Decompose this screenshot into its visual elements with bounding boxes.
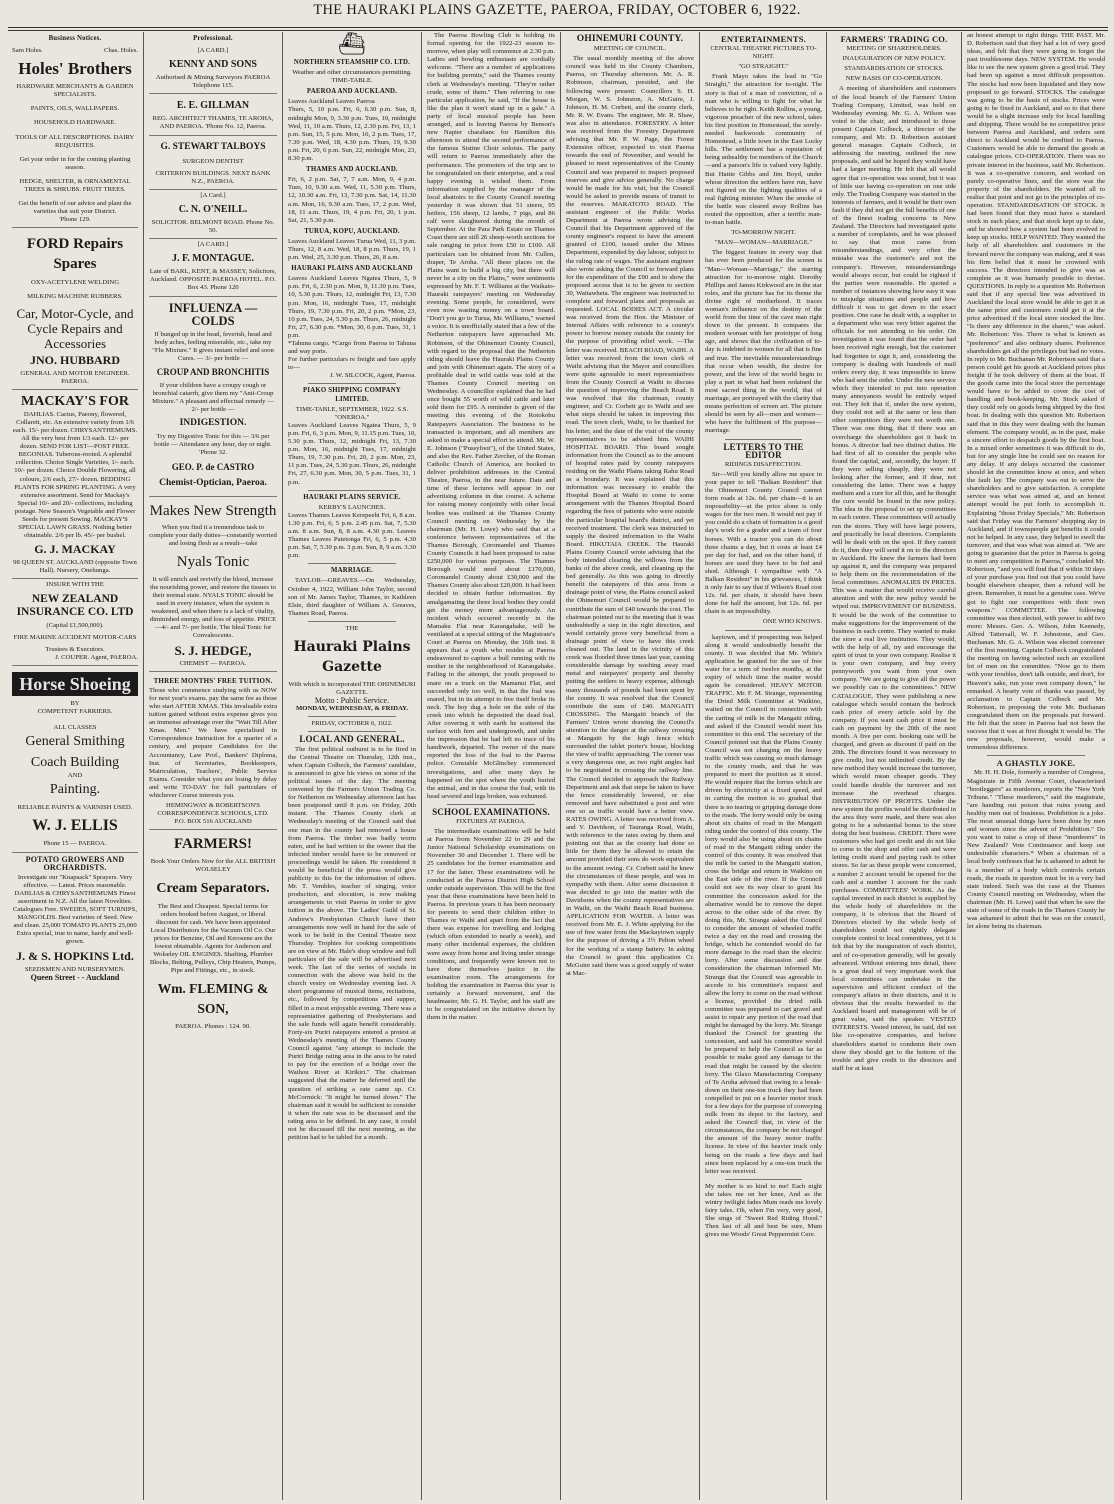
farriers: COMPETENT FARRIERS. bbox=[37, 708, 113, 716]
timetable: Leaves Auckland Leaves Turua Wed, 11, 3 p.m. Thurs, 12, 8 a.m. Wed, 18, 8 p.m. Thurs, 19, 1 p.m. Wed, 25, 3.30 p.m. Thurs, 26, 8 a.m. bbox=[288, 237, 416, 262]
column-rule bbox=[699, 32, 700, 1500]
letters-title: LETTERS TO THE EDITOR bbox=[723, 441, 804, 460]
potato-body: Investigate our "Knapsack" Sprayers. Very effective. — Latest. Prices reasonable. DAHLIAS & CHRYSANTHEMUMS Finest assortment in N.Z. All the latest Novelties. Catalogues Free. SWEDES, SOFT TURNIPS, MANGOLDS. Best varieties of Seed. New and clean. 25,000 TOMATO PLANTS 25,000 Extra special, true to name, hardy and well-grown. bbox=[12, 873, 138, 946]
ford-title: FORD Repairs Spares bbox=[26, 236, 124, 273]
ellis: W. J. ELLIS bbox=[32, 817, 118, 835]
horse-shoeing: Horse Shoeing bbox=[12, 672, 138, 696]
insure: INSURE WITH THE bbox=[46, 581, 104, 589]
fleming-ad bbox=[149, 834, 277, 1031]
service-title: HAURAKI PLAINS SERVICE. bbox=[303, 493, 401, 501]
column-shipping bbox=[288, 32, 416, 1500]
makes-title: Makes New Strength bbox=[149, 502, 277, 519]
signature: ONE WHO KNOWS. bbox=[762, 618, 822, 626]
kenny-ad bbox=[149, 45, 277, 94]
joke-title: A GHASTLY JOKE. bbox=[996, 758, 1076, 769]
farmers-body: Book Your Orders Now for the ALL BRITISH WOLSELEY bbox=[150, 858, 276, 874]
column-farmers-continued bbox=[967, 32, 1105, 1500]
further: For further particulars re freight and fare apply to— bbox=[288, 356, 416, 372]
local-title: LOCAL AND GENERAL. bbox=[299, 734, 405, 745]
gillman-sub: REG. ARCHITECT THAMES, TE AROHA, AND PAEROA. 'Phone No. 12, Paeroa. bbox=[152, 115, 274, 131]
kerby: KERBY'S LAUNCHES. bbox=[318, 503, 386, 511]
capital: (Capital £1,500,000). bbox=[46, 621, 104, 629]
ohinemuri-title: OHINEMURI COUNTY. bbox=[576, 34, 684, 44]
painting: Painting. bbox=[49, 782, 101, 798]
letter-body: Sir—Will you kindly allow me space in your paper to tell "Balkan Resident" that the Ohinemuri County Council cannot form roads at 12s. 6d. per chain—it is an impossibility—at the price alone is only wages for the two men. It would not pay if you could do a chain of formation is a good day's work for a grader and a team of four horses. With a tractor you can do about three chains a day, but it costs at least £4 per day for fuel, and on the other hand, if horses are used they have to be fed and shod. Although I sympathise with "A Balkan Resident" in his grievances, I think it only fair to say that if Wilson's Road cost 12s. 6d. per chain, it should have been done for half the amount, but 12s. 6d. per chain is an impossibility. bbox=[705, 470, 822, 616]
nyals-body: It will enrich and revivify the blood, increase the nourishing power, and restore the tissues to their normal state. NYALS TONIC should be used in every instance, when the system is weakened, and when there is a lack of vitality, diminished energy, and loss of appetite. PRICE—4/- and 7/- per bottle. The Ideal Tonic for Convalescents. bbox=[149, 575, 277, 640]
name: Sam Holes. bbox=[12, 47, 43, 55]
mackay-ad bbox=[12, 390, 138, 580]
castro-sub: Chemist-Optician, Paeroa. bbox=[159, 477, 267, 488]
inaug: INAUGURATION OF NEW POLICY. bbox=[842, 55, 946, 63]
heming: HEMINGWAY & ROBERTSON'S CORRESPONDENCE SCHOOLS, LTD. bbox=[157, 802, 269, 818]
timetable: Leaves Auckland Leaves Ngatea Thurs, 5, 9 p.m. Fri, 6, 2.30 p.m. Mon, 9, 11.30 p.m. Tues, 10, 5.30 p.m. Thurs, 12, midnight Fri, 13, 7.30 p.m. Mon, 16, midnight Tues, 17, midnight Thurs, 19, 7.30 p.m. Fri, 20, 2 p.m. *Mon, 23, 10 p.m. Tues, 24, 5.30 p.m. Thurs, 26, midnight Fri, 27, 6.30 p.m. *Mon, 30, 6 p.m. Tues, 31, 1 p.m. bbox=[288, 275, 416, 339]
column-local-news bbox=[427, 32, 555, 1500]
ship-company: NORTHERN STEAMSHIP CO. LTD. bbox=[293, 59, 411, 66]
entertainments-title: ENTERTAINMENTS. bbox=[721, 34, 806, 44]
montague: J. F. MONTAGUE. bbox=[172, 253, 254, 265]
column-rule bbox=[961, 32, 962, 1500]
croup-title: CROUP AND BRONCHITIS bbox=[156, 366, 270, 377]
heming-sub: P.O. BOX 516 AUCKLAND bbox=[174, 818, 252, 826]
masthead-rule-2 bbox=[8, 30, 1108, 31]
reliable: RELIABLE PAINTS & VARNISH USED. bbox=[17, 804, 133, 812]
three-body: Those who commence studying with us NOW for next year's exams. pay the same fee as those who start AFTER XMAS. This invaluable extra tuition gained without extra expense gives you an immense advantage over the "Wait Till After Xmas. Men." We have specialised in Correspondence Instruction for a quarter of a century, and prepare Candidates for the Accountancy, Law Prof., Bankers' Diploma, Inst. of Secretaries, Bookkeepers, Matriculation, Teachers', Public Service Exams. Consider what you are losing by delay and write TO-DAY for full particulars of whichever Course interests you. bbox=[149, 686, 277, 799]
days: MONDAY, WEDNESDAY, & FRIDAY. bbox=[295, 705, 409, 713]
column-ohinemuri bbox=[566, 32, 694, 1500]
column-entertainments bbox=[705, 32, 822, 1500]
potato: POTATO GROWERS AND ORCHARDISTS. bbox=[25, 854, 125, 872]
smithing: General Smithing bbox=[25, 734, 125, 750]
gillman: E. E. GILLMAN bbox=[176, 100, 250, 112]
farmers-body: A meeting of shareholders and customers of the local branch of the Farmers' Union Trading Company, Limited, was held on Wednesday evening. Mr. G. A. Wilson was voted to the chair, and introduced to those present Captain Colbeck, a director of the company, and Mr. D. Robertson assistant general manager. Captain Colbeck, in addressing the meeting, outlined the new proposals, and said he hoped they would have had a larger meeting. He felt that all would agree that co-operation was sound, but it was of little use having co-operation on one side only. The Trading Company was started in the interests of farmers, and it would be their own fault if they did not get the full benefits of one of the finest trading concerns in New Zealand. The Directors had investigated quite a number of complaints, and he was pleased to say that most came from misunderstandings, and very often the mistake was the customer's and not the company's. However, misunderstandings would always occur, but could be righted if the parties were reasonable. He quoted a number of instances showing how easy it was to misjudge situations and people and how difficult it was to get down to the exact position. One case he dealt with, a supplier to a department who was very bitter against the officials for not attending to his order. On investigation it was found that the order had been received right enough, but the customer had forgotten to sign it, and, considering the company is dealing with hundreds of mail orders every day, it was impossible to know who had sent the order. Under the new service which they intended to put into operation many annoyances would be entirely wiped out. They felt that if, under the new system, they could not sell at the same or less than other competitors they were not worth one. There was one thing, that if there was an overcharge the shareholders got it back in bonus. A director had two distinct duties. He had first of all to consider the people who found the capital, and, secondly, the buyer. If they were selling cheaply, they were not looking after the former, and if dear, not considering the latter. There was a happy medium and a cure for all this, and he thought the cure would be found in the new policy. The idea in the proposal to set up committees in each centre. These committees will actually run the stores. They will have large powers, and practically be local directors. Complaints will be dealt with on the spot. If they cannot do it, then they will send it on to the directors in Auckland. He knew the farmers had been up against it, and the company was prepared to help them on the recommendation of the local committees. ANOMALIES IN PRICES. This was a matter that would receive careful attention and with the new policy would be wiped out. IMPROVEMENT OF BUSINESS. It would be the work of the committee to make suggestions for the improvement of the business in each centre. They wanted to make the store a real live institution. They would, with the help of all, try and encourage the spirit of trust in your own company. Realise it is your own company, and buy every pennyworth you want from your own company. "We are going to give all the power we possibly can to the committees." NEW CATALOGUE. They were publishing a new catalogue which would contain the bedrock cash price of every article sold by the company. If you want cash price it must be cash on payment by the 20th of the next month. A five per cent. booking rate will be charged, and given as discount if paid on the 20th. The directors found it was necessary to give credit, but not unlimited credit. By the new method they would increase the turnover, which would mean cheaper goods. They could handle double the turnover and not increase the overhead charges. DISTRIBUTION OF PROFITS. Under the new system the profits would be distributed in the area they were made, and there was also going to be a substantial bonus to the store doing the best business. CREDIT. There were customers who had got credit and do not like to come to the shop and offer cash and were letting credit stand and paying cash to other stores. So far as these people were concerned, a number 2 account would be opened for the cash and a number 1 account for the cash purchases. COMMITTEES' WORK. As the capital invested in each district is supplied by the whole body of shareholders in the company, it is obvious that the Board of Directors elected by the whole body of shareholders could not rightly delegate complete control to local committees, yet it is felt that by the inauguration of each district, and of co-operation generally, will be greatly advanced. Without entering into detail, there is a great deal of very important work that local committees can undertake in the supervision and efficient conduct of the company's affairs in their districts, and it is obvious that the results forwarded to the Auckland board and management will be of great value, said the speaker. VESTED INTERESTS. Vested interest, he said, did not like co-operative companies, and before shareholders started to condemn their own show they should get to the bottom of the trouble and give credit to the directors and staff for at least bbox=[832, 85, 956, 1072]
timetable: Fri, 6, 2 p.m. Sat, 7, 7 a.m. Mon, 9, 4 p.m. Tues, 10, 9.30 a.m. Wed, 11, 5.30 p.m. Thurs, 12, 10.30 a.m. Fri, 13, 7.30 p.m. Sat, 14, 11.30 a.m. Mon, 16, 9.30 a.m. Tues, 17, 2 p.m. Wed, 18, 11 a.m. Thurs, 19, 4 p.m. Fri, 20, 1 p.m. Sat, 21, 5.30 p.m. bbox=[288, 176, 416, 224]
croup-body: If your children have a croupy cough or bronchial catarrh, give them my "Anti-Croup Mixture." A pleasant and effectual remedy — 2/- per bottle — bbox=[152, 381, 274, 414]
farmers-continued-body: an honest attempt to right things. THE PAST. Mr. D. Robertson said that they had a lot of very good ideas, and felt that they were going to forget the past troublesome days. NEW SYSTEM. He would like to see the new system given a good trial. They had been up against a most difficult proposition. The stocks had now been liquidated and they now proposed to go forward. STOCKS. The catalogue was going to be the basis of stocks. Prices were going to be fixed in Auckland, and so to that there would be a slight increase only for local handling and shipping. There would be no competitive price between Paeroa and Auckland, and orders sent direct to Auckland would be credited to Paeroa. Customers would be able to demand the goods at catalogue prices. CO-OPERATION. There was no private interest in the business, said Mr. Robertson. It was a co-operative concern, and worked on purely co-operative lines, and the store was the property of the shareholders. He wanted all to realise that point and not go to the principles of co-operation. STANDARDISATION OF STOCK. It had been found that they must have a standard stock in each place, and that stock kept up to date, and he showed how a system had been evolved to keep up stocks. HELP WANTED. They wanted the help of all shareholders and customers in the forward move the company was making, and it was his firm belief that it must be crowned with success. The directors intended to give was as complete as it was humanly possible to devise. QUESTIONS. In reply to a question Mr. Robertson said that if any special line was advertised in Auckland the local store would be able to get it at the same price and customers could get it at the price advertised if the local store stocked the line. "Is there any difference in the shares," was asked. Mr. Robertson: Yes. There is what is known as "preference" and also ordinary shares. Preference shareholders get all the privileges but had no votes. In reply to Mr. Buchanan Mr. Robertson said that a person could get his goods at Auckland prices plus freight if he took delivery of them at the boat. If the goods came into the local store the percentage would have to be added to cover the cost of handling and book-keeping. Mr. Stock asked if they could rely on goods being shipped by the first boat. In dealing with this question Mr. Robertson said that in this they were dealing with the human element. The company would, as in the past, make a sincere effort to despatch goods by the first boat. In a mixed order sometimes it was difficult to do, but for any single line he could see no reason for any delay. If any delays occurred the customer should let the committee know at once, and when the fault lay. The company was out to serve the shareholders and to give satisfaction. A complete service was what was aimed at, and an honest attempt would be put forth to accomplish it. Explaining "those Friday Specials," Mr. Robertson said that Friday was the Farmers' shopping day in Auckland, and if townspeople got benefits it could not be helped. In any case, they helped to swell the turnover, and that was what was aimed at. "We are going to guarantee that the price in Paeroa is going to meet any competition in Paeroa," concluded Mr. Robertson, "and you will find that if within 30 days of your purchase you find out that you could have bought elsewhere cheaper, then a refund will be given. Remember, it must be a genuine case. We've got to fight our competitors with their own weapons." COMMITTEE. The following committee was then elected, with power to add two more: Messrs. Geo. A. Wilson, John Kennedy, Alfred Tattersall, W. F. Johnstone, and Geo. Buchanan. Mr. G. A. Wilson was elected convener of the first meeting. Captain Colbeck congratulated the meeting on having selected such an excellent lot of men on the committee. "Now go to them with your troubles, don't talk outside, and don't, for Heaven's sake, run your own company down," he remarked. A hearty vote of thanks was passed, by acclamation to Captain Colbeck and Mr. Robertson, in proposing the vote Mr. Buchanan congratulated them on the proposals put forward. He felt that the store in Paeroa had not been the success that it was at first thought it would be. The new proposals, however, would make a tremendous difference. bbox=[967, 32, 1105, 752]
masthead-rule bbox=[8, 27, 1108, 28]
ad-line: Get your order in for the coming planting season. bbox=[19, 155, 131, 171]
hopkins-ad bbox=[12, 856, 138, 982]
silcock: J. W. SILCOCK, Agent, Paeroa. bbox=[329, 372, 416, 380]
card: [A CARD.] bbox=[197, 47, 229, 55]
montague-sub: Late of BARL, KENT, & MASSEY, Solicitors, Auckland. OPPOSITE PAEROA HOTEL. P.O. Box 43. Phone 120 bbox=[149, 268, 277, 292]
route-title: PAEROA AND AUCKLAND. bbox=[306, 88, 398, 96]
flu-title: INFLUENZA — COLDS bbox=[168, 300, 258, 328]
ship-intro: Weather and other circumstances permitting. TIME-TABLE. bbox=[292, 69, 412, 85]
nz-insurance: NEW ZEALAND INSURANCE CO. LTD bbox=[16, 592, 134, 618]
montague-ad bbox=[149, 239, 277, 296]
castro: GEO. P. de CASTRO bbox=[171, 461, 255, 472]
ohinemuri-continued: kaytown, and if prospecting was helped along it would undoubtedly benefit the county. It was decided that Mr. White's application be granted for the use of free water for a term of twelve months, at the expiry of which time the matter would again be considered. HEAVY MOTOR TRAFFIC. Mr. F. M. Strange, representing the Dried Milk Committee at Waikino, waited on the Council in connection with the carting of milk in the Mangaiti riding, and asked if the Council would meet his committee to this end. The secretary of the Council pointed out that the Plains County Council was not charging on the heavy traffic which was causing so much damage to the county roads, and that he was prepared to meet the position as it stood. He would require that the lorries which are driven by electricity at a fixed speed, and in carting the motion is so gradual that there is no tearing or gripping damage done to the roads. The lorry would only be using about six chains of road in the Mangaiti riding under the control of this county. The lorry would also be using about six chains of road in the Mangaiti riding under the control of this county. It was resolved that the milk be carted in the Mangaiti station, cross the bridge and return in Waikino on the East side of the river. If the Council could not see its way clear to grant his committee the concession asked for the alternative would be to remove the depot across to the other side of the river. By doing this, Mr. Strange asked the Council to consider the amount of wheeled traffic twice a day on the road and crossing the bridge, which he contended would do far more damage to the road than the electric lorry. After some discussion and due consideration the chairman informed Mr. Strange that the Council was agreeable to accede to his committee's request and allow the lorry to come on the road without a license, provided the dried milk committee was prepared to cart gravel and assist to repair any portion of the road that might be damaged by the lorry. Mr. Strange thanked the Council for granting the concession, and said his committee would be prepared to help the Council as far as possible to make good any damage to the road that might be caused by the electric lorry. The Glaxo Manufacturing Company of Te Aroha advised that owing to a break-down on their one-ton truck they had been compelled to put on a heavier motor truck for a few days for the purpose of conveying milk from its depot to the factory, and asked the Council that, in view of the circumstances, the company be not charged the amount of the heavy motor traffic license. In view of the heavier truck only being on the roads a few days and had since been replaced by a one-ton truck the letter was received. bbox=[705, 633, 822, 1175]
farmers-title: FARMERS! bbox=[173, 836, 253, 853]
ad-line: MILKING MACHINE RUBBERS. bbox=[27, 292, 123, 300]
coach: Coach Building bbox=[30, 755, 120, 771]
brand: Holes' Brothers bbox=[18, 59, 132, 79]
ford-ad bbox=[12, 228, 138, 389]
and: AND bbox=[67, 772, 83, 780]
queen: Queen Street - - Auckland bbox=[30, 972, 120, 982]
holes-brothers-ad bbox=[12, 45, 138, 228]
date: FRIDAY, OCTOBER 6, 1922. bbox=[311, 720, 393, 728]
section-title: Professional. bbox=[193, 35, 233, 42]
talboys-sub: SURGEON DENTIST bbox=[182, 157, 244, 165]
leaves: Leaves Auckland Leaves Paeroa bbox=[288, 98, 375, 106]
section-title: Business Notices. bbox=[48, 35, 102, 42]
ad-line: PAINTS, OILS, WALLPAPERS. bbox=[30, 105, 120, 113]
timetable: Leaves Thames Leaves Kerepeehi Fri, 6, 8 a.m. 1.30 p.m. Fri, 6, 5 p.m. 2.45 p.m. Sat, 7, 5.30 a.m. 8 a.m. Sun, 8, 8 a.m. 4.30 p.m. Leaves Thames Leaves Patetonga Fri, 6, 5 p.m. 4.30 p.m. Sat, 7, 5.30 p.m. 3 p.m. Sun, 8, 9 a.m. 3.30 p.m. bbox=[288, 511, 416, 560]
column-business-notices bbox=[12, 32, 138, 1500]
card: [A CARD.] bbox=[197, 241, 229, 249]
shareholders-sub: MEETING OF SHAREHOLDERS. bbox=[846, 45, 942, 53]
oneill-ad bbox=[149, 190, 277, 239]
mackay-body: DAHLIAS. Cactus, Paeony, flowered, Collarett, etc. An extensive variety from 1/6 each. 15/- per dozen. CHRYSANTHEMUMS. All the very best from 1/3 each. 12/- per dozen. SEND FOR LIST—POST FREE. BEGONIAS. Tuberous-rooted. A splendid collection. Choice Single Varieties, 1/- each. 10/- per dozen. Choice Double Flowering, all colours, 2/6 each, 27/- dozen. BEDDING PLANTS FOR SPRING PLANTING. A very extensive assortment. Send for Mackay's Special 10/- and 20/- collections, including postage. New Season's Vegetable and Flower Seeds for present Sowing. MACKAY'S SPECIAL LAWN GRASS. Nothing better obtainable. 2/6 per lb. 45/- per bushel. bbox=[12, 410, 138, 540]
the: THE bbox=[345, 624, 359, 632]
school-title: SCHOOL EXAMINATIONS. bbox=[432, 806, 550, 817]
cooper: J. COUPER. Agent, PAEROA. bbox=[55, 653, 138, 661]
ohinemuri-body: The usual monthly meeting of the above council was held in the County Chambers, Paeroa, on Thursday afternoon. Mr. A. R. Robinson, chairman, presided, and the following were present: Councillors S. H. Morgan, W. S. Johnston, A. McGuire, J. Johnson, H. M. Corbett, and the county clerk, Mr. R. W. Evans. The engineer, Mr. R. Shaw, was also in attendance. FORESTRY. A letter was received from the Forestry Department advising that Mr. P. W. Page, the Forest Extension officer, expected to visit Paeroa towards the end of November, and would be pleased to meet representatives of the County Council and was prepared to inspect proposed reserves and give advice generally. No charge would be made for his visit, but the Council would be asked to provide means of transit to the reserves. MARATOTO ROAD. The assistant engineer of the Public Works Department at Paeroa wrote advising the Council that his Department approved of the county engineer's request to have the amount granted of £100, issued under the Mines Department, expended by day labour, subject to the ruling rate of wages. The assistant engineer also wrote asking the Council to forward plans for the expenditure of the £90 and to show the proposed access that is to be given to section 30, Waitawheta. The engineer was instructed to complete and forward plans and proposals as requested. LOCAL BODIES ACT. A circular was received from the Hon. the Minister of Internal Affairs with reference to a county's power to borrow money outside the county for the purpose of providing relief work. —The letter was received. BEACH ROAD, WAIHI. A letter was received from the town clerk of Waihi advising that the Mayor and councillors were quite agreeable to meet representatives from the County Council at Waihi to discuss the question of improving the Beach Road. It was resolved that the chairman, county engineer, and Cr. Corbett go to Waihi and see what steps should be taken in improving this road. The town clerk, Waihi, to be thanked for his letter, and the date of the visit of the county representatives to be advised him. WAIHI HOSPITAL BOARD. This board sought information from the Council as to the amount of hospital rates paid by county ratepayers residing on the Waihi Plains taking Rahu Road as a boundary. It was explained that this information was necessary to enable the Hospital Board at Waihi to come to some arrangement with the Thames Hospital Board regarding the fees of patients who were outside the particular hospital board's district, and yet received treatment. The clerk was instructed to supply the desired information to the Waihi Board. HIKUTAIA CREEK. The Hauraki Plains County Council wrote advising that the body intended clearing the willows from the banks of the above creek, and cleaning up the bed generally. As this was going to directly benefit the ratepayers of this area from a drainage point of view, the Plains council asked the Ohinemuri Council would be prepared to contribute the sum of £40 towards the cost. The chairman pointed out to the meeting that it was undoubtedly a step in the right direction, and would certainly prove very beneficial from a drainage point of view to have this creek cleaned out. The land in the vicinity of this creek was flooded three times last year, causing considerable damage by washing away road metal and ratepayers' property and thereby putting the settlers to heavy expense, although many thousands of pounds had been spent by the county. It was resolved that the Council contribute the sum of £40. MANGAITI CROSSING. The Mangaiti branch of the Farmers' Union wrote drawing the Council's attention to the danger at the railway crossing at Mangaiti by the high fence which surrounded the tablet porter's house, blocking the view of traffic approaching. The corner was a very dangerous one, as two right angles had to be negotiated in crossing the railway line. The Council decided to approach the Railway Department and ask that steps be taken to have the fence considerably lowered, or else removed and have substituted a post and wire one so as traffic would have a better view. RATES OWING. A letter was received from A. and V. Davidson, of Tauranga Road, Waihi, with reference to the rates owing by them and pointing out that as the county had done so little for them they be allowed to retain the amount provided their sons do work equivalent to the amount owing. Cr. Corbett said he knew the circumstances of these people, and was in sympathy with them. After some discussion it was decided to go into the matter with the Davidsons when the county representatives are in Waihi, on the Waihi Beach Road business. APPLICATION FOR WATER. A letter was received from Mr. E. J. White applying for the use of free water from the Mackaytown supply for the purpose of driving a 3½ Pelton wheel for the working of a stamp battery. In asking the Council to grant this application Cr. McGuire said there was a good supply of water at Mac- bbox=[566, 55, 694, 977]
route-title: HAURAKI PLAINS AND AUCKLAND bbox=[291, 265, 413, 273]
go-straight: "GO STRAIGHT." bbox=[738, 63, 789, 71]
car-title: Car, Motor-Cycle, and Cycle Repairs and Accessories bbox=[16, 305, 134, 351]
cream-title: Cream Separators. bbox=[156, 880, 270, 896]
criterion: CRITERION BUILDINGS. NEXT BANK N.Z., PAEROA. bbox=[155, 169, 271, 185]
local-body: The first political outburst is to be fired in the Central Theatre on Thursday, 12th inst., when Captain Colbeck, the Farmers' candidate, is announced to give his views on some of the political issues of the day. The meeting convened by the Farmers Union Trading Co. for Netherton on Wednesday afternoon last has been postponed until 8 p.m. on Friday, 20th instant. The Thames County clerk at Wednesday's meeting of the Council said that one man in the county had removed a house from Paeroa. The timber was badly worm eaten, and he had written to the owner that the infected timber would have to be removed or proceedings would be taken. He considered it would be beneficial if the press would give publicity to this for the information of others. Mr. T. Vembles, teacher of singing, voice production, and elocution, is now making arrangements to visit Paeroa in order to give tuition in the above. The Ladies' Guild of St. Andrew's Presbyterian Church have their arrangements now well in hand for the sale of work to be held in the Central Theatre next Thursday. Trophies for cooking competitions are on view at Mr. Hale's shop window and full particulars of the sale will be advertised next week. The last of the series of socials in connection with the above was held in the church vestry on Wednesday evening last. A short programme of musical items, recitations, etc., followed by competitions and supper, filled in a most enjoyable evening. There was a representative gathering of Presbyterians and the sale funds will again benefit considerably. Forty-six Puriri ratepayers entered a protest at Wednesday's meeting of the Thames County Council against "any attempt to include the Puriri Bridge rating area in the area to be rated to pay for the erection of a bridge over the Waihou River at Kirikiri." The chairman suggested that the matter be deferred until the question of striking a rate came up. Cr. McCormick: "It might be turned down." The chairman said it would be sufficient to consider it when the rate was to be discussed and the rating area to be defined. In any case, it could not be discussed till the next meeting, as the petition had to be tabled for a month. bbox=[288, 745, 416, 1142]
joke-body: Mr. H. H. Dole, formerly a member of Congress, Magistrate in Fifth Avenue Court, characterised "bootleggers" as murderers, reports the "New York Tribune." "These murderers," said the magistrate, "are handing out poison that ruins young and healthy men out of business. Prohibition is a joke. The most unusual things have been done by men and women since the advent of Prohibition." Do you want to raise a crop of these "murderers" in New Zealand? Vote Continuance and keep out undesirable characters.* When a chairman of a local body confesses that he is ashamed to admit he is a member of a body which controls certain roads, the roads in question must be in a very bad state indeed. Such was the case at the Thames County Council meeting on Wednesday, when the chairman (Mr. H. Lowe) said that when he saw the state of some of the roads in the Thames County he was ashamed to admit that he was on the council, let alone being its chairman. bbox=[967, 769, 1105, 931]
piako-tt: TIME-TABLE, SEPTEMBER, 1922. S.S. "ONEROA." bbox=[295, 405, 409, 421]
hubbard: JNO. HUBBARD bbox=[29, 352, 120, 367]
ad-line: TOOLS OF ALL DESCRIPTIONS. DAIRY REQUISITES. bbox=[15, 133, 135, 149]
ent-body: Frank Mayo takes the lead in "Go Straight," the attraction for to-night. The story is that of a man of conviction, of a man who is willing to fight for what he believes to be right. Keith Rollins, a young, vigorous preacher of the new school, takes his first position in Homestead, the sorely-needed backwoods community of Homestead, a little town in the East Lucky hills. The settlement has a reputation of being unhealthy for members of the Church—and a parson's life is valued very lightly. But Hattie Gibbs and Jim Boyd, under whose direction the settlers have run, have not figured on the fighting qualities of a real fighting minister. When the smoke of the battle was cleared away Rollins has routed the opposition, after a terrific man-to-man battle. bbox=[705, 73, 822, 227]
hedge: S. J. HEDGE, bbox=[174, 642, 252, 658]
column-rule bbox=[143, 32, 144, 1500]
column-rule bbox=[560, 32, 561, 1500]
hopkins: J. & S. HOPKINS Ltd. bbox=[16, 948, 134, 963]
gillman-ad bbox=[149, 94, 277, 135]
fixtures: FIXTURES AT PAEROA. bbox=[456, 818, 526, 825]
gj-sub: 98 QUEEN ST. AUCKLAND (opposite Town Hall). Nursery, Onehunga. bbox=[13, 559, 137, 575]
fleming: Wm. FLEMING & SON, bbox=[157, 981, 269, 1017]
indig-body: Try my Digestive Tonic for this — 3/6 per bottle — Attendance any hour, day or night. 'Phone 32. bbox=[154, 433, 272, 457]
gazette-nameplate: Hauraki Plains Gazette bbox=[293, 639, 411, 675]
column-rule bbox=[826, 32, 827, 1500]
horse-shoeing-ad bbox=[12, 666, 138, 853]
nyals-title: Nyals Tonic bbox=[176, 553, 250, 570]
talboys-ad bbox=[149, 136, 277, 190]
column-rule bbox=[421, 32, 422, 1500]
trustees: Trustees & Executors. bbox=[45, 645, 105, 653]
ad-line: OXY-ACETYLENE WELDING bbox=[30, 279, 120, 287]
by: BY bbox=[70, 699, 80, 707]
masthead: THE HAURAKI PLAINS GAZETTE, PAEROA, FRIDAY, OCTOBER 6, 1922. bbox=[313, 2, 801, 18]
mackay-title: MACKAY'S FOR bbox=[21, 393, 129, 409]
marriage-title: MARRIAGE. bbox=[330, 567, 373, 575]
oneill: C. N. O'NEILL. bbox=[178, 203, 248, 215]
column-rule bbox=[282, 32, 283, 1500]
hemingway-ad bbox=[149, 672, 277, 831]
motto: Motto : Public Service. bbox=[314, 696, 390, 706]
hopkins-sub: SEEDSMEN AND NURSERYMEN. bbox=[24, 965, 126, 973]
ad-line: HEDGE, SHELTER, & ORNAMENTAL TREES & SHRUBS. FRUIT TREES. bbox=[19, 177, 131, 194]
ad-line: HARDWARE MERCHANTS & GARDEN SPECIALISTS. bbox=[16, 83, 134, 99]
gj-mackay: G. J. MACKAY bbox=[34, 542, 116, 557]
timetable-note: *Tahuna cargo. *Cargo from Paeroa to Tahuna and way ports. bbox=[288, 340, 416, 356]
ohinemuri-sub: MEETING OF COUNCIL. bbox=[593, 45, 667, 53]
hedge-sub: CHEMIST — PAEROA. bbox=[179, 659, 247, 667]
route-title: THAMES AND AUCKLAND. bbox=[306, 166, 398, 174]
ad-line: Get the benefit of our advice and plant the varieties that suit your District. bbox=[18, 200, 132, 216]
castro-ad bbox=[149, 297, 277, 497]
makes-body: When you find it a tremendous task to complete your daily duties—constantly worried and losing flesh as a result—take bbox=[149, 523, 277, 547]
steamship-icon: ⛴ bbox=[338, 32, 366, 56]
ad-line: 'Phone 129. bbox=[59, 216, 91, 224]
column-professional bbox=[149, 32, 277, 1500]
kenny: KENNY AND SONS bbox=[169, 59, 257, 71]
indig-title: INDIGESTION. bbox=[179, 418, 247, 429]
man-woman: "MAN—WOMAN—MARRIAGE." bbox=[714, 239, 813, 247]
fire: FIRE MARINE ACCIDENT MOTOR-CARS bbox=[13, 633, 137, 641]
ellis-phone: Phone 15 — PAEROA. bbox=[43, 840, 107, 848]
news-body: The Paeroa Bowling Club is holding its formal opening for the 1922-23 season to-morrow, when play will commence at 2.30 p.m. Ladies and bowling enthusiasts are cordially welcome. "There are a number of applications for building permits," said the Thames county clerk at Wednesday's meeting. "They're rather crude, some of them." Then referring to one particular application, he said, "If the house is like the plan it won't stand up in a gale." A party of local musical people has been arranged, and is leaving Paeroa by Benson's new Napier charabanc for Hamilton this afternoon to attend the second performance of the famous Sistine Choir soloists. The party will return to Paeroa immediately after the performance. The promoters of the trip are to be congratulated on their enterprise, and a real happy evening is wished them. From information supplied by the manager of the local abattoirs to the County Council meeting yesterday it was shown that 51 steers, 95 heifers, 156 sheep, 12 lambs, 7 pigs, and 86 calf were slaughtered during the month of September. At the Para Park Estate on Thames Coast there are still 26 sheep-worth sections for sale ranging in price from £50 to £100. All particulars can be obtained from Mr. Cullen, draper, Te Aroha. "All these places on the Plains want to build a big city, but there will never be a city on the Plains," were sentiments expressed by Mr. F. T. Williams at the Waikato-Hauraki ratepayers' meeting on Wednesday evening. Some people, he considered, were even now wasting money on a town board. "Don't you go to Turua, Mr. Williams," warned a voice. It is unofficially stated that a few of the Netherton ratepayers have approached Mr. Robinson, of the Ohinemuri County Council, with regard to the proposal that the Netherton riding should leave the Hauraki Plains County and join with Ohinemuri again. The story of a profitable deal in wild cattle was told at the Thames County Council meeting on Wednesday. A councillor explained that he had once bought 55 worth of wild cattle and later sold them for £95. A reminder is given of the meeting this evening of the Rotokohu Ratepayers Association. The business to be transacted is important, and all members are asked to make a special effort to attend. Mr. W. E. Johnson ("Pussyfoot"), of the United States, and also the Rev. Father Zercher, of the Roman Catholic Church of America, are booked to deliver prohibition addresses in the Central Theatre, Paeroa, in the near future. Date and time of these lectures will appear in our advertising columns in due course. A scheme for raising money conjointly with other local bodies was outlined at the Thames County Council meeting on Wednesday by the chairman (Mr. H. Lowe) who said that at a conference between representatives of the Thames Borough, Coromandel and Thames County Councils it had been proposed to raise £250,000 for various purposes. The Thames Borough would need about £170,000, Coromandel County about £30,000 and the Thames County also about £20,000. It had been decided to obtain further information. By amalgamating the three local bodies they could get the money more advantageously. An incident which occurred recently in the Mamaku Flat near Karangahake, will be ventilated at a special sitting of the Magistrate's Court at Paeroa on Monday, the 16th inst. It appears that a youth who resides at Paeroa endeavoured to capture a bull running with its mother in the neighbourhood of Karangahake. Failing in the attempt, the youth proposed to snare on a truck on the Mamanui Flat, and succeeded only too well, in that the foal was snared, but in its attempt to free itself broke its neck. The boy dug a hole on the side of the creek into which he deposited the dead foal. After covering it with earth he scattered the surface with fern and undergrowth, and under the impression that he had left no trace of his handiwork, departed. The owner of the mare reported the loss of the foal to the Paeroa police. Constable McGlinchey commenced investigations, and after many days he happened on the spot where the youth buried the animal, and in due course the foal, with its head severed and legs broken, was exhumed. bbox=[427, 32, 555, 800]
oneill-sub: SOLICITOR. BELMONT ROAD. Phone No. 50. bbox=[151, 218, 275, 235]
ad-line: HOUSEHOLD HARDWARE. bbox=[33, 119, 117, 127]
timetable: Leaves Auckland Leaves Ngatea Thurs, 5, 9 p.m. Fri, 6, 3 p.m. Mon, 9, 11.15 p.m. Tues, 10, 5.30 p.m. Thurs, 12, midnight Fri, 13, 7.30 p.m. Mon, 16, midnight Tues, 17, midnight Thurs, 19, 7.30 p.m. Fri, 20, 2 p.m. Mon, 23, 11 p.m. Tues, 24, 5.30 p.m. Thurs, 26, midnight Fri, 27, 6.30 p.m. Mon, 30, 5 p.m. Tues, 31, 1 p.m. bbox=[288, 421, 416, 486]
talboys: G. STEWART TALBOYS bbox=[160, 141, 266, 152]
card: [A Card.] bbox=[200, 191, 226, 199]
school-body: The intermediate examinations will be held at Paeroa from November 22 to 29 and the Junior National Scholarship examinations on November 30 and December 1. There will be 25 candidates for the former examination and 17 for the latter. These examinations will be conducted at the Paeroa District High School under outside supervision. This will be the first year that these examinations have been held in Paeroa. In previous years it has been necessary for parents to send their children either to Thames or Waihi and apart from the fact that there was expense for travelling and lodging (which often extended to nearly a week), and many other incidental expenses, the children were away from home and living under strange conditions, and frequently were known not to have done themselves justice in the examination room. The arrangements for holding the examination in Paeroa this year is certainly a forward movement, and the headmaster, Mr. G. H. Taylor, and his staff are to be congratulated on the initiative shown by them in the matter. bbox=[427, 828, 555, 1022]
ent-body: The biggest feature in every way that has ever been produced for the screen is "Man—Woman—Marriage," the starring attraction for to-morrow night. Dorothy Phillips and James Kirkwood are in the star roles, and the picture has for its theme the divine right of motherhood. It traces woman's influence on the destiny of the world from the time of the cave man right down to the present. It compares the modern woman with her prototype of long ago, and shows that the civilization of to-day is indebted to women for all that is fine and true. The inevitable misunderstandings that occur when wealth, the desire for power, and the love of the world begin to play a part in what had been ordained the most sacred thing in the world, that of marriage, are portrayed with the clarity that means perfection of screen art. The picture should be seen by all—men and women—who have the fulfilment of His purpose—marriage. bbox=[705, 249, 822, 435]
fleming-sub: PAEROA. Phones : 124. 90. bbox=[175, 1023, 251, 1031]
marriage-body: TAYLOR—GREAVES.—On Wednesday, October 4, 1922, William John Taylor, second son of Mr. James Taylor, Thames, to Kathleen Elsie, third daughter of William A. Greaves, Thames Road, Paeroa. bbox=[288, 577, 416, 617]
piako-title: PIAKO SHIPPING COMPANY LIMITED. bbox=[303, 387, 401, 403]
tomorrow: TO-MORROW NIGHT. bbox=[731, 229, 796, 237]
kenny-sub: Authorised & Mining Surveyors PAEROA Telephone 115. bbox=[155, 74, 271, 90]
nz-insurance-ad bbox=[12, 579, 138, 665]
three-title: THREE MONTHS' FREE TUITION. bbox=[153, 676, 273, 685]
incorporated: With which is incorporated THE OHINEMURI GAZETTE. bbox=[288, 681, 416, 697]
farmers-title: FARMERS' TRADING CO. bbox=[840, 34, 948, 44]
hubbard-sub: GENERAL AND MOTOR ENGINEER. PAEROA. bbox=[20, 369, 130, 385]
route-title: TURUA, KOPU, AUCKLAND. bbox=[304, 227, 400, 235]
riding-sub: RIDINGS DISAFFECTION. bbox=[725, 460, 802, 468]
cream-body: The Best and Cheapest. Special terms for orders booked before August, or liberal discount for cash. We have been appointed Local Distributors for the Vacuum Oil Co. Our prices for Benzine, Oil and Kerosene are the lowest obtainable. Agents for Anderson and Wolseley OIL ENGINES. Shafting, Plumber Blocks, Belting, Pulleys, Chip Heaters, Pumps, Pipe and Fittings, etc., in stock. bbox=[149, 902, 277, 975]
column-farmers-trading bbox=[832, 32, 956, 1500]
basis: NEW BASIS OF CO-OPERATION. bbox=[845, 75, 943, 83]
peppermint-verse: My mother is so kind to me! Each night she takes me on her knee, And as the wintry twilight fades Mum reads me lovely fairy tales. Oh, when I'm very, very good, She sings of "Sweet Red Riding Hood." Then last of all and best be sure, Mum gives me Woods' Great Peppermint Cure. bbox=[705, 1182, 822, 1239]
name: Chas. Holes. bbox=[104, 47, 138, 55]
nyals-ad bbox=[149, 497, 277, 672]
classes: ALL CLASSES bbox=[53, 724, 97, 732]
flu-body: If bunged up in the head, feverish, head and body aches, feeling miserable, etc., take my "Flu Mixture." It gives instant relief and soon Cures. — 3/- per bottle — bbox=[152, 330, 274, 362]
stand: STANDARDISATION OF STOCKS. bbox=[844, 65, 944, 73]
theatre-sub: CENTRAL THEATRE PICTURES TO-NIGHT. bbox=[710, 45, 817, 61]
timetable: Thurs, 5, 10 p.m. Fri, 6, 6.30 p.m. Sun, 8, midnight Mon, 9, 3.30 p.m. Tues, 10, midnight Wed, 11, 10 a.m. Thurs, 12, 2.30 p.m. Fri, 13, 1 p.m. Sun, 15, 5 p.m. Mon, 16, 2 p.m. Tues, 17, 7.30 p.m. Wed, 18, 4.30 p.m. Thurs, 19, 9.30 p.m. Fri, 20, 6 p.m. Sun, 22, midnight Mon, 23, 8.30 p.m. bbox=[288, 106, 416, 163]
